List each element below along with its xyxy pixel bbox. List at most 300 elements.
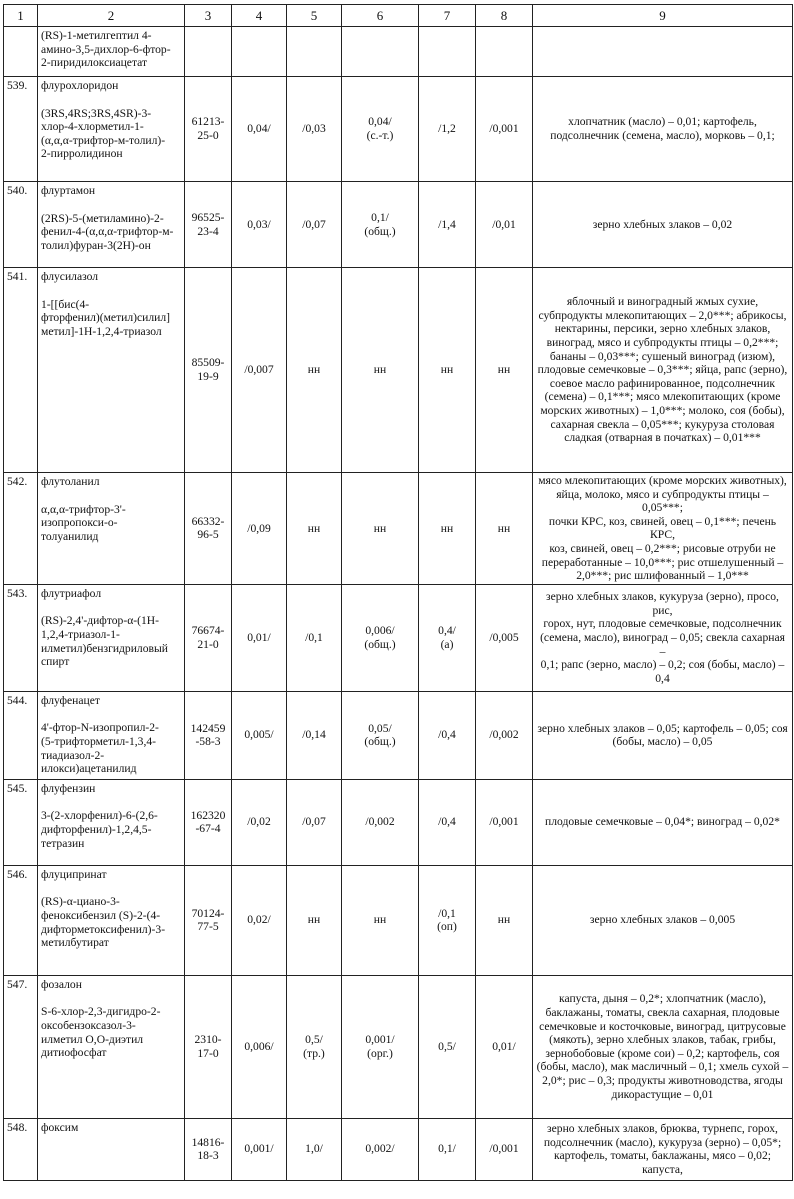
table-row (4, 182, 793, 268)
header-cell: 8 (476, 5, 533, 27)
value-line: /0,001 (489, 1142, 519, 1156)
row-number: 548. (7, 1120, 28, 1134)
value-cell-5 (287, 268, 342, 473)
chem-line: илметил О,О-диэтил (41, 1032, 144, 1046)
value-cell-4 (232, 268, 287, 473)
row-number: 544. (7, 693, 28, 707)
value-cell-6 (342, 1118, 419, 1180)
table-row (4, 77, 793, 182)
cas-number-cell (185, 473, 232, 585)
value-cell-5 (287, 691, 342, 779)
cas-line: 61213- (191, 115, 225, 129)
chem-line: феноксибензил (S)-2-(4- (41, 908, 161, 922)
value-cell-8 (476, 975, 533, 1118)
spacer (41, 795, 181, 809)
value-line: 0,4/ (438, 624, 456, 638)
substance-name: флуципринат (41, 867, 107, 881)
value-line: нн (440, 363, 454, 377)
product-line: (семена) – 0,1***; мясо млекопитающих (кроме (544, 390, 781, 404)
product-line: 0,1; рапс (зерно, масло) – 0,2; соя (бобы, масло) – 0,4 (540, 658, 785, 685)
product-line: (бобы, масло) – 0,05 (612, 735, 713, 749)
substance-name: фоксим (41, 1120, 79, 1134)
chem-line: 4'-фтор-N-изопропил-2- (41, 721, 159, 735)
cas-line: 2310- (194, 1033, 222, 1047)
value-line: (общ.) (364, 637, 396, 651)
value-cell-7 (419, 473, 476, 585)
cas-line: 14816- (191, 1135, 225, 1149)
chem-line: хлор-4-хлорметил-1- (41, 120, 144, 134)
value-cell-8 (476, 779, 533, 865)
header-cell: 1 (4, 5, 38, 27)
header-cell: 7 (419, 5, 476, 27)
product-line: плодовые семечковые – 0,3***; яйца, рапс (зерно), (537, 363, 788, 377)
header-cell: 6 (342, 5, 419, 27)
cas-number-cell (185, 584, 232, 691)
header-cell: 4 (232, 5, 287, 27)
cas-number-cell (185, 865, 232, 975)
header-cell: 2 (38, 5, 185, 27)
chem-line: тетразин (41, 836, 85, 850)
row-number-cell (4, 77, 38, 182)
value-line: /0,007 (244, 363, 274, 377)
product-line: бананы – 0,03***; сушеный виноград (изюм), (549, 349, 776, 363)
chem-line: изопропокси-о- (41, 516, 118, 530)
chem-line: (2RS)-5-(метиламино)-2- (41, 211, 164, 225)
value-cell-7 (419, 268, 476, 473)
product-line: (мякоть), зерно хлебных злаков, табак, грибы, (549, 1033, 776, 1047)
value-cell-8 (476, 865, 533, 975)
product-line: виноград, мясо и субпродукты птицы – 0,2***; (546, 336, 779, 350)
value-cell-6 (342, 584, 419, 691)
value-line: нн (373, 521, 387, 535)
value-cell-7 (419, 865, 476, 975)
product-line: зерно хлебных злаков, кукуруза (зерно), просо, рис, (546, 590, 779, 617)
substance-name: флутриафол (41, 586, 102, 600)
empty-cell (342, 27, 419, 77)
empty-cell (185, 27, 232, 77)
cas-line: 162320 (190, 808, 226, 822)
value-line: нн (307, 363, 321, 377)
products-cell (533, 182, 793, 268)
chem-line: дитиофосфат (41, 1046, 107, 1060)
value-line: /0,005 (489, 630, 519, 644)
chem-line: толуанилид (41, 529, 99, 543)
cas-number-cell (185, 975, 232, 1118)
value-cell-5 (287, 584, 342, 691)
substance-name-cell (38, 182, 185, 268)
value-line: 1,0/ (305, 1142, 323, 1156)
product-line: 2,0***; рис шлифованный – 1,0*** (576, 569, 749, 583)
row-number-cell (4, 182, 38, 268)
value-cell-4 (232, 975, 287, 1118)
value-line: /0,03 (302, 122, 326, 136)
cas-line: 96525- (191, 210, 225, 224)
substance-name-cell (38, 779, 185, 865)
value-line: /0,14 (302, 728, 326, 742)
product-line: плодовые семечковые – 0,04*; виноград – 0,02* (545, 815, 780, 829)
substance-name: флурохлоридон (41, 79, 119, 92)
row-number: 545. (7, 781, 28, 795)
value-cell-5 (287, 975, 342, 1118)
chem-line: 2-пиридилоксиацетат (41, 56, 148, 70)
product-line: зерно хлебных злаков, брюква, турнепс, горох, (547, 1122, 778, 1136)
chem-line: дифторметоксифенил)-3- (41, 922, 166, 936)
value-cell-5 (287, 77, 342, 182)
value-line: нн (373, 913, 387, 927)
product-line: яйца, молоко, мясо и субпродукты птицы – 0,05***; (556, 487, 769, 515)
value-cell-7 (419, 1118, 476, 1180)
value-cell-8 (476, 584, 533, 691)
chem-line: (RS)-α-циано-3- (41, 895, 120, 909)
product-line: мясо млекопитающих (кроме морских животных), (538, 474, 787, 487)
value-line: /0,07 (302, 815, 326, 829)
chem-line: илметил)бензгидриловый (41, 641, 168, 655)
product-line: нектарины, персики, зерно хлебных злаков, (554, 322, 771, 336)
cas-number-cell (185, 77, 232, 182)
product-line: (семена, масло), виноград – 0,05; свекла сахарная – (540, 630, 785, 658)
value-line: 0,04/ (247, 122, 271, 136)
table-row (4, 584, 793, 691)
product-line: горох, нут, плодовые семечковые, подсолнечник (543, 617, 782, 631)
cas-line: 70124- (191, 906, 225, 920)
row-number-cell (4, 473, 38, 585)
chem-line: (RS)-1-метилгептил 4- (41, 29, 152, 42)
cas-line: -58-3 (195, 735, 221, 749)
spacer (41, 284, 181, 298)
chem-line: 1,2,4-триазол-1- (41, 627, 120, 641)
substance-name-cell (38, 77, 185, 182)
products-cell (533, 584, 793, 691)
regulation-table (3, 4, 793, 1181)
product-line: подсолнечник (семена, масло), морковь – 0,1; (550, 129, 775, 142)
value-line: /0,4 (438, 815, 456, 829)
row-number-cell (4, 268, 38, 473)
products-cell (533, 779, 793, 865)
product-line: семечковые и косточковые, виноград, цитрусовые (539, 1019, 786, 1033)
value-cell-6 (342, 473, 419, 585)
cas-line: -67-4 (195, 822, 221, 836)
product-line: субпродукты млекопитающих – 2,0***; абрикосы, (538, 308, 787, 322)
substance-name-cell (38, 584, 185, 691)
row-number: 540. (7, 184, 28, 197)
chem-line: метилбутират (41, 936, 109, 950)
value-line: /0,002 (489, 728, 519, 742)
value-line: нн (307, 521, 321, 535)
value-line: нн (307, 913, 321, 927)
chem-line: (3RS,4RS;3RS,4SR)-3- (41, 106, 152, 120)
row-number-cell (4, 584, 38, 691)
chem-line: дифторфенил)-1,2,4,5- (41, 822, 152, 836)
row-number: 543. (7, 586, 28, 600)
spacer (41, 93, 181, 107)
row-number: 541. (7, 270, 28, 283)
value-line: 0,5/ (438, 1039, 456, 1053)
row-number: 539. (7, 79, 28, 92)
products-cell (533, 77, 793, 182)
chem-line: амино-3,5-дихлор-6-фтор- (41, 42, 171, 56)
value-line: /0,001 (489, 122, 519, 136)
table-row (4, 1118, 793, 1180)
cas-number-cell (185, 182, 232, 268)
product-line: баклажаны, томаты, свекла сахарная, плодовые (545, 1005, 780, 1019)
products-cell (533, 865, 793, 975)
value-cell-4 (232, 779, 287, 865)
value-line: 0,03/ (247, 217, 271, 231)
products-cell (533, 1118, 793, 1180)
chem-line: (α,α,α-трифтор-м-толил)- (41, 133, 166, 147)
value-line: /0,1 (438, 906, 456, 920)
cas-line: 18-3 (197, 1149, 219, 1163)
value-line: 0,5/ (305, 1033, 323, 1047)
substance-name: флуртамон (41, 184, 96, 197)
row-number-cell (4, 1118, 38, 1180)
header-cell: 5 (287, 5, 342, 27)
value-cell-5 (287, 182, 342, 268)
value-cell-6 (342, 77, 419, 182)
products-cell (533, 473, 793, 585)
table-row (4, 779, 793, 865)
row-number-cell (4, 975, 38, 1118)
value-line: 0,04/ (368, 115, 392, 129)
value-cell-8 (476, 691, 533, 779)
cas-line: 23-4 (197, 224, 219, 238)
header-row (4, 5, 793, 27)
value-line: /1,2 (438, 122, 456, 136)
value-cell-8 (476, 182, 533, 268)
chem-line: толил)фуран-3(2H)-он (41, 238, 151, 252)
chem-line: (RS)-2,4'-дифтор-α-(1H- (41, 614, 160, 628)
value-line: 0,006/ (365, 624, 395, 638)
table-row (4, 865, 793, 975)
product-line: зерно хлебных злаков – 0,02 (592, 217, 733, 231)
value-line: 0,02/ (247, 913, 271, 927)
value-cell-4 (232, 77, 287, 182)
chem-line: оксобензоксазол-3- (41, 1018, 136, 1032)
cas-line: 85509- (191, 356, 225, 370)
spacer (41, 707, 181, 721)
value-line: (общ.) (364, 735, 396, 749)
substance-name-cell (38, 691, 185, 779)
product-line: коз, свиней, овец – 0,2***; рисовые отруби не (549, 541, 776, 555)
cas-line: 142459 (190, 721, 226, 735)
value-cell-6 (342, 865, 419, 975)
value-cell-8 (476, 1118, 533, 1180)
chem-line: тиадиазол-2- (41, 748, 105, 762)
value-line: 0,01/ (492, 1039, 516, 1053)
value-line: 0,1/ (371, 210, 389, 224)
empty-cell (476, 27, 533, 77)
empty-cell (419, 27, 476, 77)
cas-line: 66332- (191, 514, 225, 528)
value-cell-5 (287, 779, 342, 865)
value-cell-6 (342, 182, 419, 268)
value-line: /0,001 (489, 815, 519, 829)
substance-name-cell (38, 268, 185, 473)
cas-number-cell (185, 691, 232, 779)
value-line: нн (497, 521, 511, 535)
value-line: (тр.) (303, 1046, 325, 1060)
products-cell (533, 975, 793, 1118)
products-cell (533, 268, 793, 473)
value-cell-7 (419, 182, 476, 268)
product-line: дикорастущие – 0,01 (611, 1087, 714, 1101)
chem-line: 1-[[бис(4- (41, 297, 90, 311)
header-cell: 3 (185, 5, 232, 27)
cas-line: 21-0 (197, 637, 219, 651)
value-cell-4 (232, 1118, 287, 1180)
value-line: 0,05/ (368, 721, 392, 735)
product-line: подсолнечник (масло), кукуруза (зерно) – 0,05*; (543, 1135, 782, 1149)
empty-cell (287, 27, 342, 77)
product-line: (бобы, масло), мак масличный – 0,1; хмель сухой – (536, 1060, 789, 1074)
value-cell-7 (419, 691, 476, 779)
row-number-cell (4, 27, 38, 77)
cas-number-cell (185, 779, 232, 865)
cas-line: 17-0 (197, 1046, 219, 1060)
spacer (41, 489, 181, 503)
value-line: нн (497, 913, 511, 927)
value-line: (а) (440, 637, 454, 651)
value-cell-7 (419, 77, 476, 182)
value-cell-6 (342, 268, 419, 473)
chem-line: спирт (41, 655, 70, 669)
substance-name: флуфенацет (41, 693, 100, 707)
product-line: хлопчатник (масло) – 0,01; картофель, (568, 115, 757, 129)
value-line: 0,01/ (247, 630, 271, 644)
product-line: почки КРС, коз, свиней, овец – 0,1***; печень КРС, (548, 514, 777, 542)
row-number: 547. (7, 977, 28, 991)
product-line: зерно хлебных злаков – 0,05; картофель – 0,05; соя (537, 721, 788, 735)
value-cell-4 (232, 691, 287, 779)
product-line: яблочный и виноградный жмых сухие, (566, 295, 759, 309)
value-line: /1,4 (438, 217, 456, 231)
products-cell (533, 691, 793, 779)
substance-name-cell (38, 865, 185, 975)
row-number-cell (4, 691, 38, 779)
value-cell-6 (342, 779, 419, 865)
empty-cell (232, 27, 287, 77)
substance-name-cell (38, 473, 185, 585)
value-line: нн (373, 363, 387, 377)
value-cell-4 (232, 584, 287, 691)
value-line: /0,02 (247, 815, 271, 829)
value-cell-7 (419, 975, 476, 1118)
substance-name-cell (38, 27, 185, 77)
cas-number-cell (185, 1118, 232, 1180)
chem-line: фенил-4-(α,α,α-трифтор-м- (41, 225, 174, 239)
value-line: 0,001/ (244, 1142, 274, 1156)
chem-line: (5-трифторметил-1,3,4- (41, 734, 157, 748)
value-line: 0,005/ (244, 728, 274, 742)
product-line: зерно хлебных злаков – 0,005 (589, 913, 736, 927)
product-line: переработанные – 10,0***; рис отшелушенный – (541, 555, 784, 569)
value-line: 0,001/ (365, 1033, 395, 1047)
cas-line: 77-5 (197, 920, 219, 934)
value-cell-7 (419, 779, 476, 865)
product-line: 2,0*; рис – 0,3; продукты животноводства, ягоды (542, 1073, 783, 1087)
chem-line: 2-пирролидинон (41, 147, 123, 161)
chem-line: илокси)ацетанилид (41, 762, 137, 776)
substance-name: флусилазол (41, 270, 99, 283)
value-line: (общ.) (364, 224, 396, 238)
product-line: зернобобовые (кроме сои) – 0,2; картофель, соя (545, 1046, 780, 1060)
spacer (41, 991, 181, 1005)
row-number-cell (4, 779, 38, 865)
chem-line: S-6-хлор-2,3-дигидро-2- (41, 1005, 161, 1019)
product-line: соевое масло рафинированное, подсолнечник (549, 376, 776, 390)
header-cell: 9 (533, 5, 793, 27)
cas-line: 96-5 (197, 528, 219, 542)
value-line: (оп) (437, 920, 457, 934)
value-line: 0,002/ (365, 1142, 395, 1156)
substance-name: флуфензин (41, 781, 96, 795)
value-cell-8 (476, 268, 533, 473)
value-cell-4 (232, 865, 287, 975)
chem-line: 3-(2-хлорфенил)-6-(2,6- (41, 809, 158, 823)
product-line: сладкая (отварная в початках) – 0,01*** (564, 431, 761, 445)
row-number: 542. (7, 475, 28, 488)
cas-number-cell (185, 268, 232, 473)
value-cell-6 (342, 975, 419, 1118)
value-line: 0,1/ (438, 1142, 456, 1156)
product-line: сахарная свекла – 0,05***; кукуруза столовая (550, 417, 775, 431)
spacer (41, 198, 181, 212)
value-line: /0,4 (438, 728, 456, 742)
chem-line: метил]-1H-1,2,4-триазол (41, 324, 162, 338)
value-cell-6 (342, 691, 419, 779)
value-line: 0,006/ (244, 1039, 274, 1053)
spacer (41, 881, 181, 895)
value-line: /0,1 (305, 630, 323, 644)
table-row (4, 975, 793, 1118)
value-line: (с.-т.) (366, 129, 394, 142)
value-line: (орг.) (367, 1046, 393, 1060)
table-row (4, 691, 793, 779)
product-line: капуста, дыня – 0,2*; хлопчатник (масло), (559, 992, 766, 1006)
substance-name-cell (38, 975, 185, 1118)
value-cell-4 (232, 473, 287, 585)
value-cell-5 (287, 865, 342, 975)
value-line: /0,002 (365, 815, 395, 829)
value-cell-8 (476, 473, 533, 585)
product-line: морских животных) – 1,0***; молоко, соя (бобы), (540, 403, 785, 417)
value-line: /0,07 (302, 217, 326, 231)
value-line: /0,09 (247, 521, 271, 535)
value-line: нн (497, 363, 511, 377)
continuation-row (4, 27, 793, 77)
value-line: нн (440, 521, 454, 535)
row-number-cell (4, 865, 38, 975)
chem-line: фторфенил)(метил)силил] (41, 311, 170, 325)
row-number: 546. (7, 867, 28, 881)
spacer (41, 600, 181, 614)
substance-name-cell (38, 1118, 185, 1180)
table-row (4, 268, 793, 473)
value-cell-5 (287, 1118, 342, 1180)
value-cell-7 (419, 584, 476, 691)
empty-cell (533, 27, 793, 77)
substance-name: флутоланил (41, 475, 100, 488)
cas-line: 76674- (191, 624, 225, 638)
product-line: картофель, томаты, баклажаны, мясо – 0,02; капуста, (553, 1149, 771, 1176)
value-cell-4 (232, 182, 287, 268)
cas-line: 19-9 (197, 370, 219, 383)
chem-line: α,α,α-трифтор-3'- (41, 502, 126, 516)
substance-name: фозалон (41, 977, 82, 991)
value-cell-8 (476, 77, 533, 182)
cas-line: 25-0 (197, 129, 219, 142)
table-row (4, 473, 793, 585)
